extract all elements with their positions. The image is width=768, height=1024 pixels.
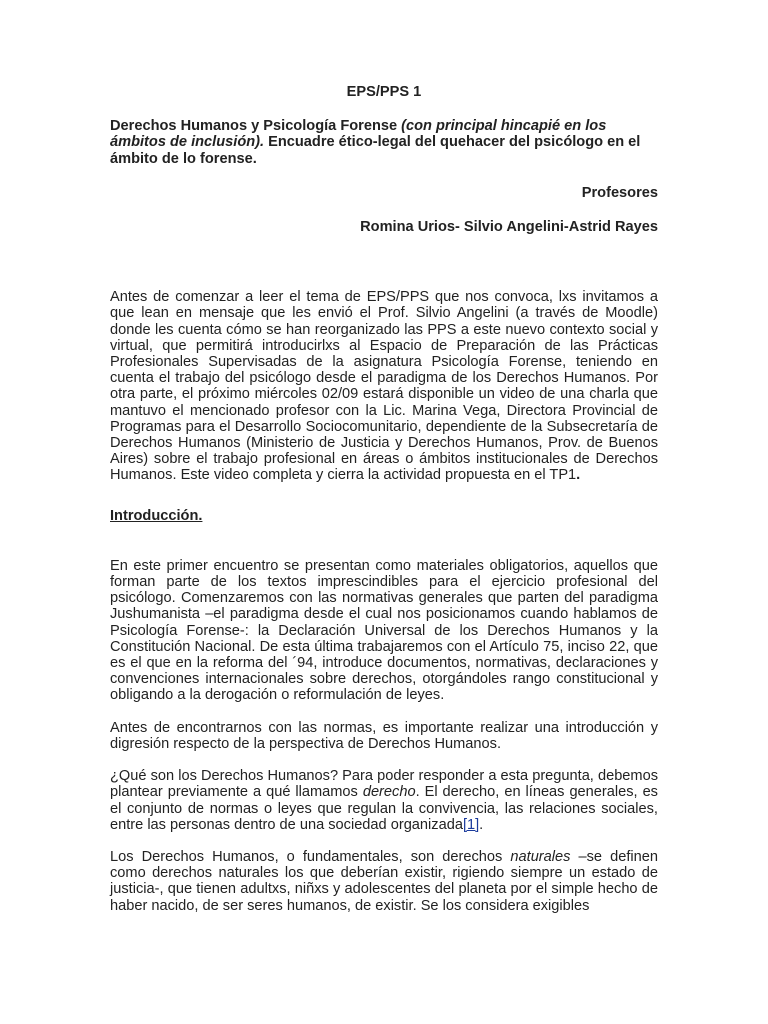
document-content — [110, 84, 658, 930]
document-subtitle — [110, 118, 658, 167]
subtitle-bold-end: Encuadre ético-legal del quehacer del psicólogo en el ámbito de lo forense. — [110, 134, 641, 167]
p4-italic: naturales — [510, 848, 571, 865]
subtitle-bold-start: Derechos Humanos y Psicología Forense — [110, 118, 402, 135]
intro-paragraph — [110, 289, 658, 483]
paragraph-3 — [110, 768, 658, 833]
spacer — [110, 253, 658, 289]
p4-text-b: –se definen como derechos naturales los que deberían existir, rigiendo siempre un estado de justicia-, que tienen adultxs, niñxs y adolescentes del planeta por el simple hecho de haber nacido, de ser seres humanos, de existir. Se los considera exigibles — [110, 848, 658, 914]
intro-end: . — [576, 467, 581, 484]
p3-text-b: . El derecho, en líneas generales, es el conjunto de normas o leyes que regulan la convivencia, las relaciones sociales, entre las personas dentro de una sociedad organizada — [110, 784, 658, 833]
professors-names: Romina Urios- Silvio Angelini-Astrid Rayes — [360, 219, 658, 236]
p3-text-a: ¿Qué son los Derechos Humanos? Para poder responder a esta pregunta, debemos plantear previamente a qué llamamos — [110, 768, 658, 801]
document-title: EPS/PPS 1 — [346, 84, 422, 100]
professors-label: Profesores — [581, 184, 658, 201]
subtitle-italic: (con principal hincapié en los ámbitos de inclusión). — [110, 118, 607, 151]
intro-text: Antes de comenzar a leer el tema de EPS/PPS que nos convoca, lxs invitamos a que lean en mensaje que les envió el Prof. Silvio Angelini (a través de Moodle) donde les cuenta cómo se han reorganizado las PPS a este nuevo contexto social y virtual, que permitirá introducirlxs al Espacio de Preparación de las Prácticas Profesionales Supervisadas de la asignatura Psicología Forense, teniendo en cuenta el trabajo del psicólogo desde el paradigma de los Derechos Humanos. Por otra parte, el próximo miércoles 02/09 estará disponible un video de una charla que mantuvo el mencionado profesor con la Lic. Marina Vega, Directora Provincial de Programas para el Desarrollo Sociocomunitario, dependiente de la Subsecretaría de Derechos Humanos (Ministerio de Justicia y Derechos Humanos, Prov. de Buenos Aires) sobre el trabajo profesional en áreas o ámbitos institucionales de Derechos Humanos. Este video completa y cierra la actividad propuesta en el TP1 — [110, 289, 658, 484]
p3-text-c: . — [479, 816, 484, 833]
footnote-link[interactable]: [1] — [462, 816, 480, 833]
paragraph-1: En este primer encuentro se presentan como materiales obligatorios, aquellos que forman parte de los textos imprescindibles para el ejercicio profesional del psicólogo. Comenzaremos con las normativas generales que parten del paradigma Jushumanista –el paradigma desde el cual nos posicionamos cuando hablamos de Psicología Forense-: la Declaración Universal de los Derechos Humanos y la Constitución Nacional. De esta última trabajaremos con el Artículo 75, inciso 22, que es el que en la reforma del ´94, introduce documentos, normativas, declaraciones y convenciones internacionales sobre derechos, otorgándoles rango constitucional y obligando a la derogación o reformulación de leyes. — [110, 557, 658, 704]
paragraph-4 — [110, 849, 658, 914]
section-heading: Introducción. — [110, 507, 203, 524]
paragraph-2: Antes de encontrarnos con las normas, es importante realizar una introducción y digresión respecto de la perspectiva de Derechos Humanos. — [110, 719, 658, 752]
p3-italic: derecho — [362, 784, 416, 801]
p4-text-a: Los Derechos Humanos, o fundamentales, son derechos — [110, 848, 511, 865]
